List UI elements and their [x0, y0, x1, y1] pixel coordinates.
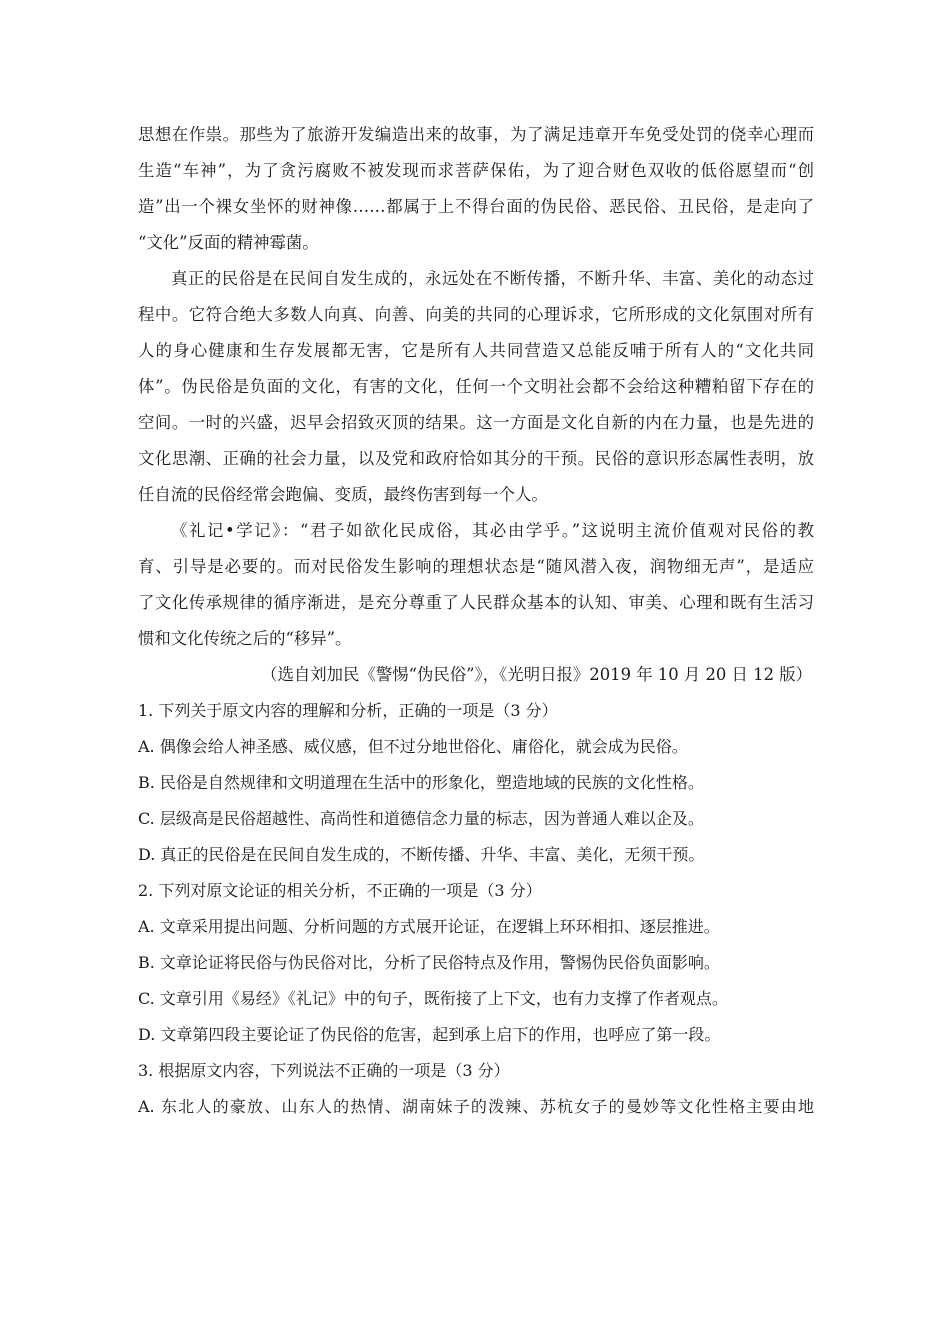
text-line: 惯和文化传统之后的“移异”。 [138, 629, 352, 648]
text-line: 造”出一个裸女坐怀的财神像……都属于上不得台面的伪民俗、恶民俗、丑民俗，是走向了 [138, 197, 814, 216]
question-3 [138, 1053, 814, 1125]
text-line: 体”。伪民俗是负面的文化，有害的文化，任何一个文明社会都不会给这种糟粕留下存在的 [138, 377, 814, 396]
option-b: B. 文章论证将民俗与伪民俗对比，分析了民俗特点及作用，警惕伪民俗负面影响。 [138, 953, 720, 972]
question-2 [138, 873, 814, 1053]
option-a: A. 文章采用提出问题、分析问题的方式展开论证，在逻辑上环环相扣、逐层推进。 [138, 917, 720, 936]
option-d: D. 文章第四段主要论证了伪民俗的危害，起到承上启下的作用，也呼应了第一段。 [138, 1025, 721, 1044]
option-c: C. 文章引用《易经》《礼记》中的句子，既衔接了上下文，也有力支撑了作者观点。 [138, 989, 728, 1008]
question-stem: 2. 下列对原文论证的相关分析，不正确的一项是（3 分） [138, 881, 542, 900]
paragraph-2 [138, 261, 814, 513]
source-citation: （选自刘加民《警惕“伪民俗”》，《光明日报》2019 年 10 月 20 日 12 版） [261, 665, 812, 684]
text-line: 思想在作祟。那些为了旅游开发编造出来的故事，为了满足违章开车免受处罚的侥幸心理而 [138, 125, 814, 144]
document-body [138, 117, 814, 1125]
text-line: 《礼记•学记》：“君子如欲化民成俗，其必由学乎。”这说明主流价值观对民俗的教 [171, 521, 814, 540]
option-d: D. 真正的民俗是在民间自发生成的，不断传播、升华、丰富、美化，无须干预。 [138, 845, 705, 864]
text-line: 生造“车神”，为了贪污腐败不被发现而求菩萨保佑，为了迎合财色双收的低俗愿望而“创 [138, 161, 814, 180]
text-line: 程中。它符合绝大多数人向真、向善、向美的共同的心理诉求，它所形成的文化氛围对所有 [138, 305, 814, 324]
option-a: A. 偶像会给人神圣感、威仪感，但不过分地世俗化、庸俗化，就会成为民俗。 [138, 737, 688, 756]
text-line: 真正的民俗是在民间自发生成的，永远处在不断传播，不断升华、丰富、美化的动态过 [171, 269, 814, 288]
option-c: C. 层级高是民俗超越性、高尚性和道德信念力量的标志，因为普通人难以企及。 [138, 809, 704, 828]
text-line: 了文化传承规律的循序渐进，是充分尊重了人民群众基本的认知、审美、心理和既有生活习 [138, 593, 814, 612]
text-line: 育、引导是必要的。而对民俗发生影响的理想状态是“随风潜入夜，润物细无声”，是适应 [138, 557, 814, 576]
text-line: “文化”反面的精神霉菌。 [138, 233, 319, 252]
question-stem: 3. 根据原文内容，下列说法不正确的一项是（3 分） [138, 1061, 510, 1080]
text-line: 文化思潮、正确的社会力量，以及党和政府恰如其分的干预。民俗的意识形态属性表明，放 [138, 449, 814, 468]
option-a: A. 东北人的豪放、山东人的热情、湖南妹子的泼辣、苏杭女子的曼妙等文化性格主要由地 [138, 1097, 814, 1116]
question-1 [138, 693, 814, 873]
text-line: 任自流的民俗经常会跑偏、变质，最终伤害到每一个人。 [138, 485, 548, 504]
text-line: 人的身心健康和生存发展都无害，它是所有人共同营造又总能反哺于所有人的“文化共同 [138, 341, 814, 360]
question-stem: 1. 下列关于原文内容的理解和分析，正确的一项是（3 分） [138, 701, 558, 720]
option-b: B. 民俗是自然规律和文明道理在生活中的形象化，塑造地域的民族的文化性格。 [138, 773, 704, 792]
text-line: 空间。一时的兴盛，迟早会招致灭顶的结果。这一方面是文化自新的内在力量，也是先进的 [138, 413, 814, 432]
paragraph-1 [138, 117, 814, 261]
paragraph-3 [138, 513, 814, 657]
